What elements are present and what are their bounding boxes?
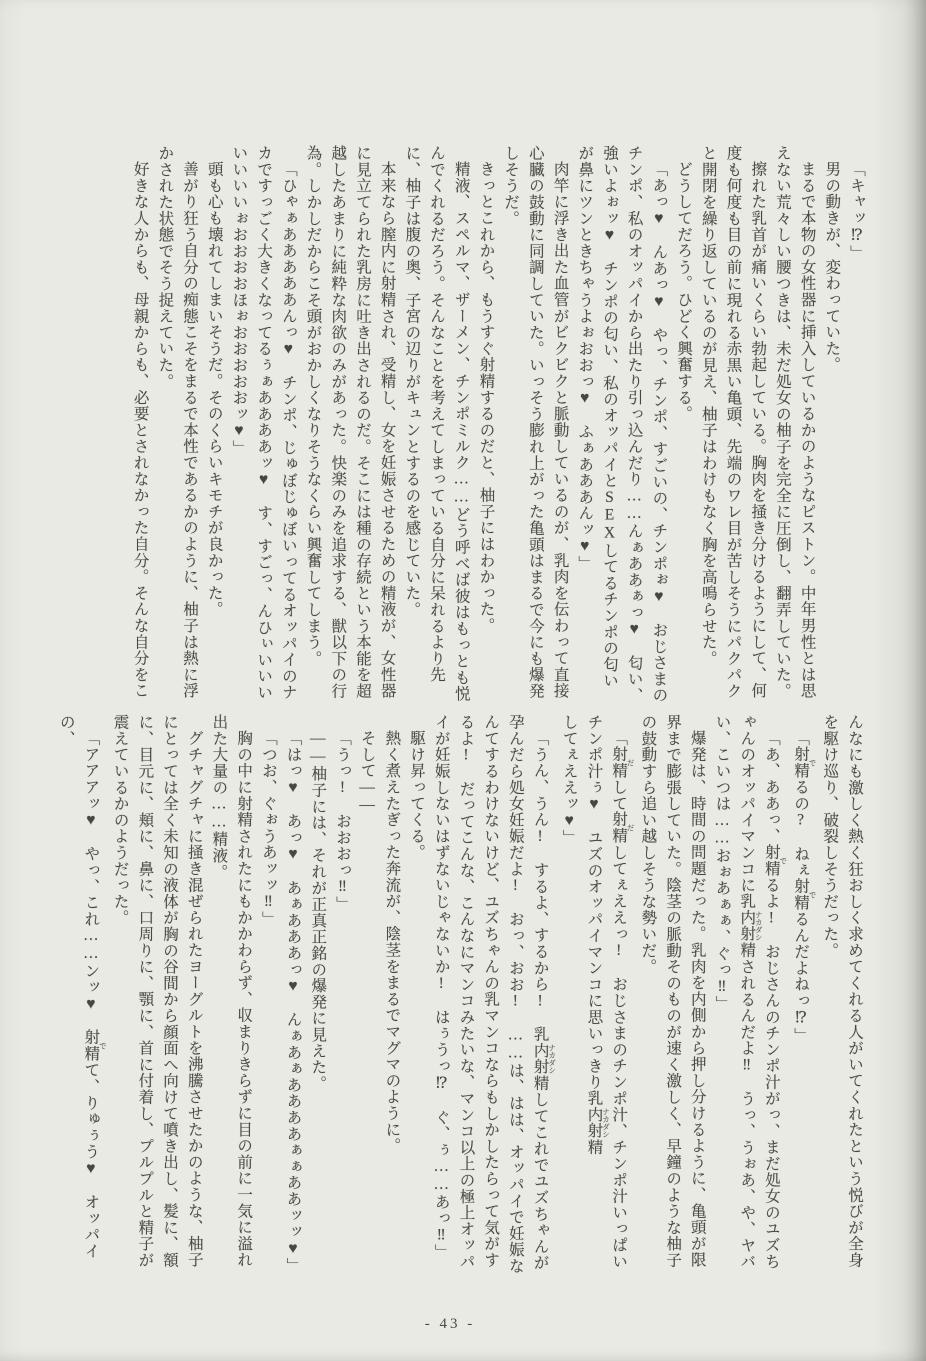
paragraph: 胸の中に射精されたにもかかわらず、収まりきらずに目の前に一気に溢れ出た大量の……精液。 xyxy=(210,714,253,1268)
paragraph: 熱く煮えたぎった奔流が、陰茎をまるでマグマのように。 xyxy=(383,729,401,1154)
paragraph: そして―― xyxy=(358,729,376,814)
paragraph: 「あっ♥ んあっ♥ やっ、チンポ、すごいの、チンポぉ♥ おじさまのチンポ、私のオッパイから出たり引っ込んだり……んぁああぁっ♥ 匂い、強いよぉッ♥ チンポの匂い、私のオッパイとSEXしてるチンポの匂いが鼻にツンときちゃうよぉおおっ♥ ふぁあああんッ♥」 xyxy=(576,145,668,704)
paragraph: 本来なら膣内に射精され、受精し、女を妊娠させるための精液が、女性器に見立てられた乳房に吐き出されるのだ。そこには種の存続という本能を超越したあまりに純粋な肉欲のみがあった。快楽のみを追求する、獣以下の行為。しかしだからこそ頭がおかしくなりそうなくらい興奮してしまう。 xyxy=(304,145,396,700)
paragraph: きっとこれから、もうすぐ射精するのだと、柚子にはわかった。 xyxy=(477,160,495,634)
paragraph: んなにも激しく熱く狂おしく求めてくれる人がいてくれたという悦びが全身を駆け巡り、破裂しそうだった。 xyxy=(821,714,863,1269)
text-block-bottom xyxy=(57,714,866,1280)
paragraph: 「射精 だして射精 だしてぇええっ! おじさまのチンポ汁、チンポ汁いっぱいチンポ汁ぅ♥ ユズのオッパイマンコに思いっきり乳内射精 ナカダシしてぇええッ♥」 xyxy=(560,714,636,1269)
paragraph: 「あ、ああっ、射精 でるよ! おじさんのチンポ汁がっ、まだ処女のユズちゃんのオッパイマンコに乳内射精 ナカダシされるんだよ‼ うっ、うぉあ、や、ヤバい、こいつは……おぉあぁぁ、ぐっ‼」 xyxy=(713,714,788,1270)
text-block-top xyxy=(100,145,868,705)
paragraph: 好きな人からも、母親からも、必要とされなかった自分。そんな自分をこ xyxy=(131,160,149,699)
paragraph: 「キャッ⁉」 xyxy=(848,160,865,261)
paragraph: 頭も心も壊れてしまいそうだ。そのくらいキモチが良かった。 xyxy=(205,160,223,617)
paragraph: 「ひゃぁあああああんっ♥ チンポ、じゅぼじゅぼいってるオッパイのナカですっごく大きくなってるぅぁああああッ♥ す、すごっ、んひぃいいいいいいいぉおおおおほぉおおおおおッ♥」 xyxy=(230,145,297,701)
paragraph: 善がり狂う自分の痴態こそをまるで本性であるかのように、柚子は熱に浮かされた状態でそう捉えていた。 xyxy=(156,145,199,699)
paragraph: グチャグチャに掻き混ぜられたヨーグルトを沸騰させたかのような、柚子にとっては全く未知の液体が胸の谷間から顔面へ向けて噴き出し、髪に、額に、目元に、頬に、鼻に、口周りに、顎に、首に付着し、プルプルと精子が震えているかのようだった。 xyxy=(111,714,203,1269)
paragraph: どうしてだろう。ひどく興奮する。 xyxy=(675,160,693,422)
paragraph: 「つお、ぐぉうあッッ‼」 xyxy=(259,729,277,927)
paragraph: 擦れた乳首が痛いくらい勃起している。胸肉を掻き分けるようにして、何度も何度も目の前に現れる赤黒い亀頭、先端のワレ目が苦しそうにパクパクと開閉を繰り返しているのが見え、柚子はわけもなく胸を高鳴らせた。 xyxy=(699,145,767,700)
paragraph: 駆け昇ってくる。 xyxy=(408,729,426,860)
paragraph: 男の動きが、変わっていた。 xyxy=(823,160,841,373)
paragraph: 爆発は、時間の問題だった。乳肉を内側から押し分けるように、亀頭が限界まで膨張していた。陰茎の脈動そのものが速く激しく、早鐘のような柚子の鼓動すら追い越しそうな勢いだ。 xyxy=(639,714,706,1269)
paragraph: 「はっ♥ あっ♥ あぁあああっ♥ んぁあぁああああぁぁああッッ♥」 xyxy=(284,729,302,1274)
page-number: - 43 - xyxy=(424,1316,476,1332)
paragraph: 肉竿に浮き出た血管がビクビクと脈動しているのが、乳肉を伝わって直接心臓の鼓動に同調していた。いっそう膨れ上がった亀頭はまるで今にも爆発しそうだ。 xyxy=(502,145,569,700)
paragraph: 「射精 でるの? ねぇ射精 でるんだよねっ⁉」 xyxy=(792,729,818,1044)
paragraph: 精液、スペルマ、ザーメン、チンポミルク……どう呼べば彼はもっとも悦んでくれるだろう。そんなことを考えてしまっている自分に呆れるより先に、柚子は腹の奥、子宮の辺りがキュンとするのを感じていた。 xyxy=(403,145,470,702)
paragraph: ――柚子には、それが正真正銘の爆発に見えた。 xyxy=(309,729,327,1092)
paragraph: 「うっ! おおおっ‼」 xyxy=(333,729,351,912)
paragraph: 「アアアッ♥ やっ、これ……ンッ♥ 射精 でて、りゅぅう♥ オッパイの、 xyxy=(57,714,108,1259)
paragraph: まるで本物の女性器に挿入しているかのようなピストン。中年男性とは思えない荒々しい腰つきは、未だ処女の柚子を完全に圧倒し、翻弄していた。 xyxy=(773,145,816,700)
paragraph: 「うん、うん! するよ、するから! 乳内射精 ナカダシしてこれでユズちゃんが孕んだら処女妊娠だよ! おっ、おお! ……は、はは、オッパイで妊娠なんてするわけないけど、ユズちゃんの乳マンコならもしかしたらって気がするよ! だってこんな、こんなにマンコみたいな、マンコ以上の極上オッパイが妊娠しないはずないじゃないか! はぅうっ⁉ ぐ、ぅ……あっ‼」 xyxy=(432,714,557,1275)
